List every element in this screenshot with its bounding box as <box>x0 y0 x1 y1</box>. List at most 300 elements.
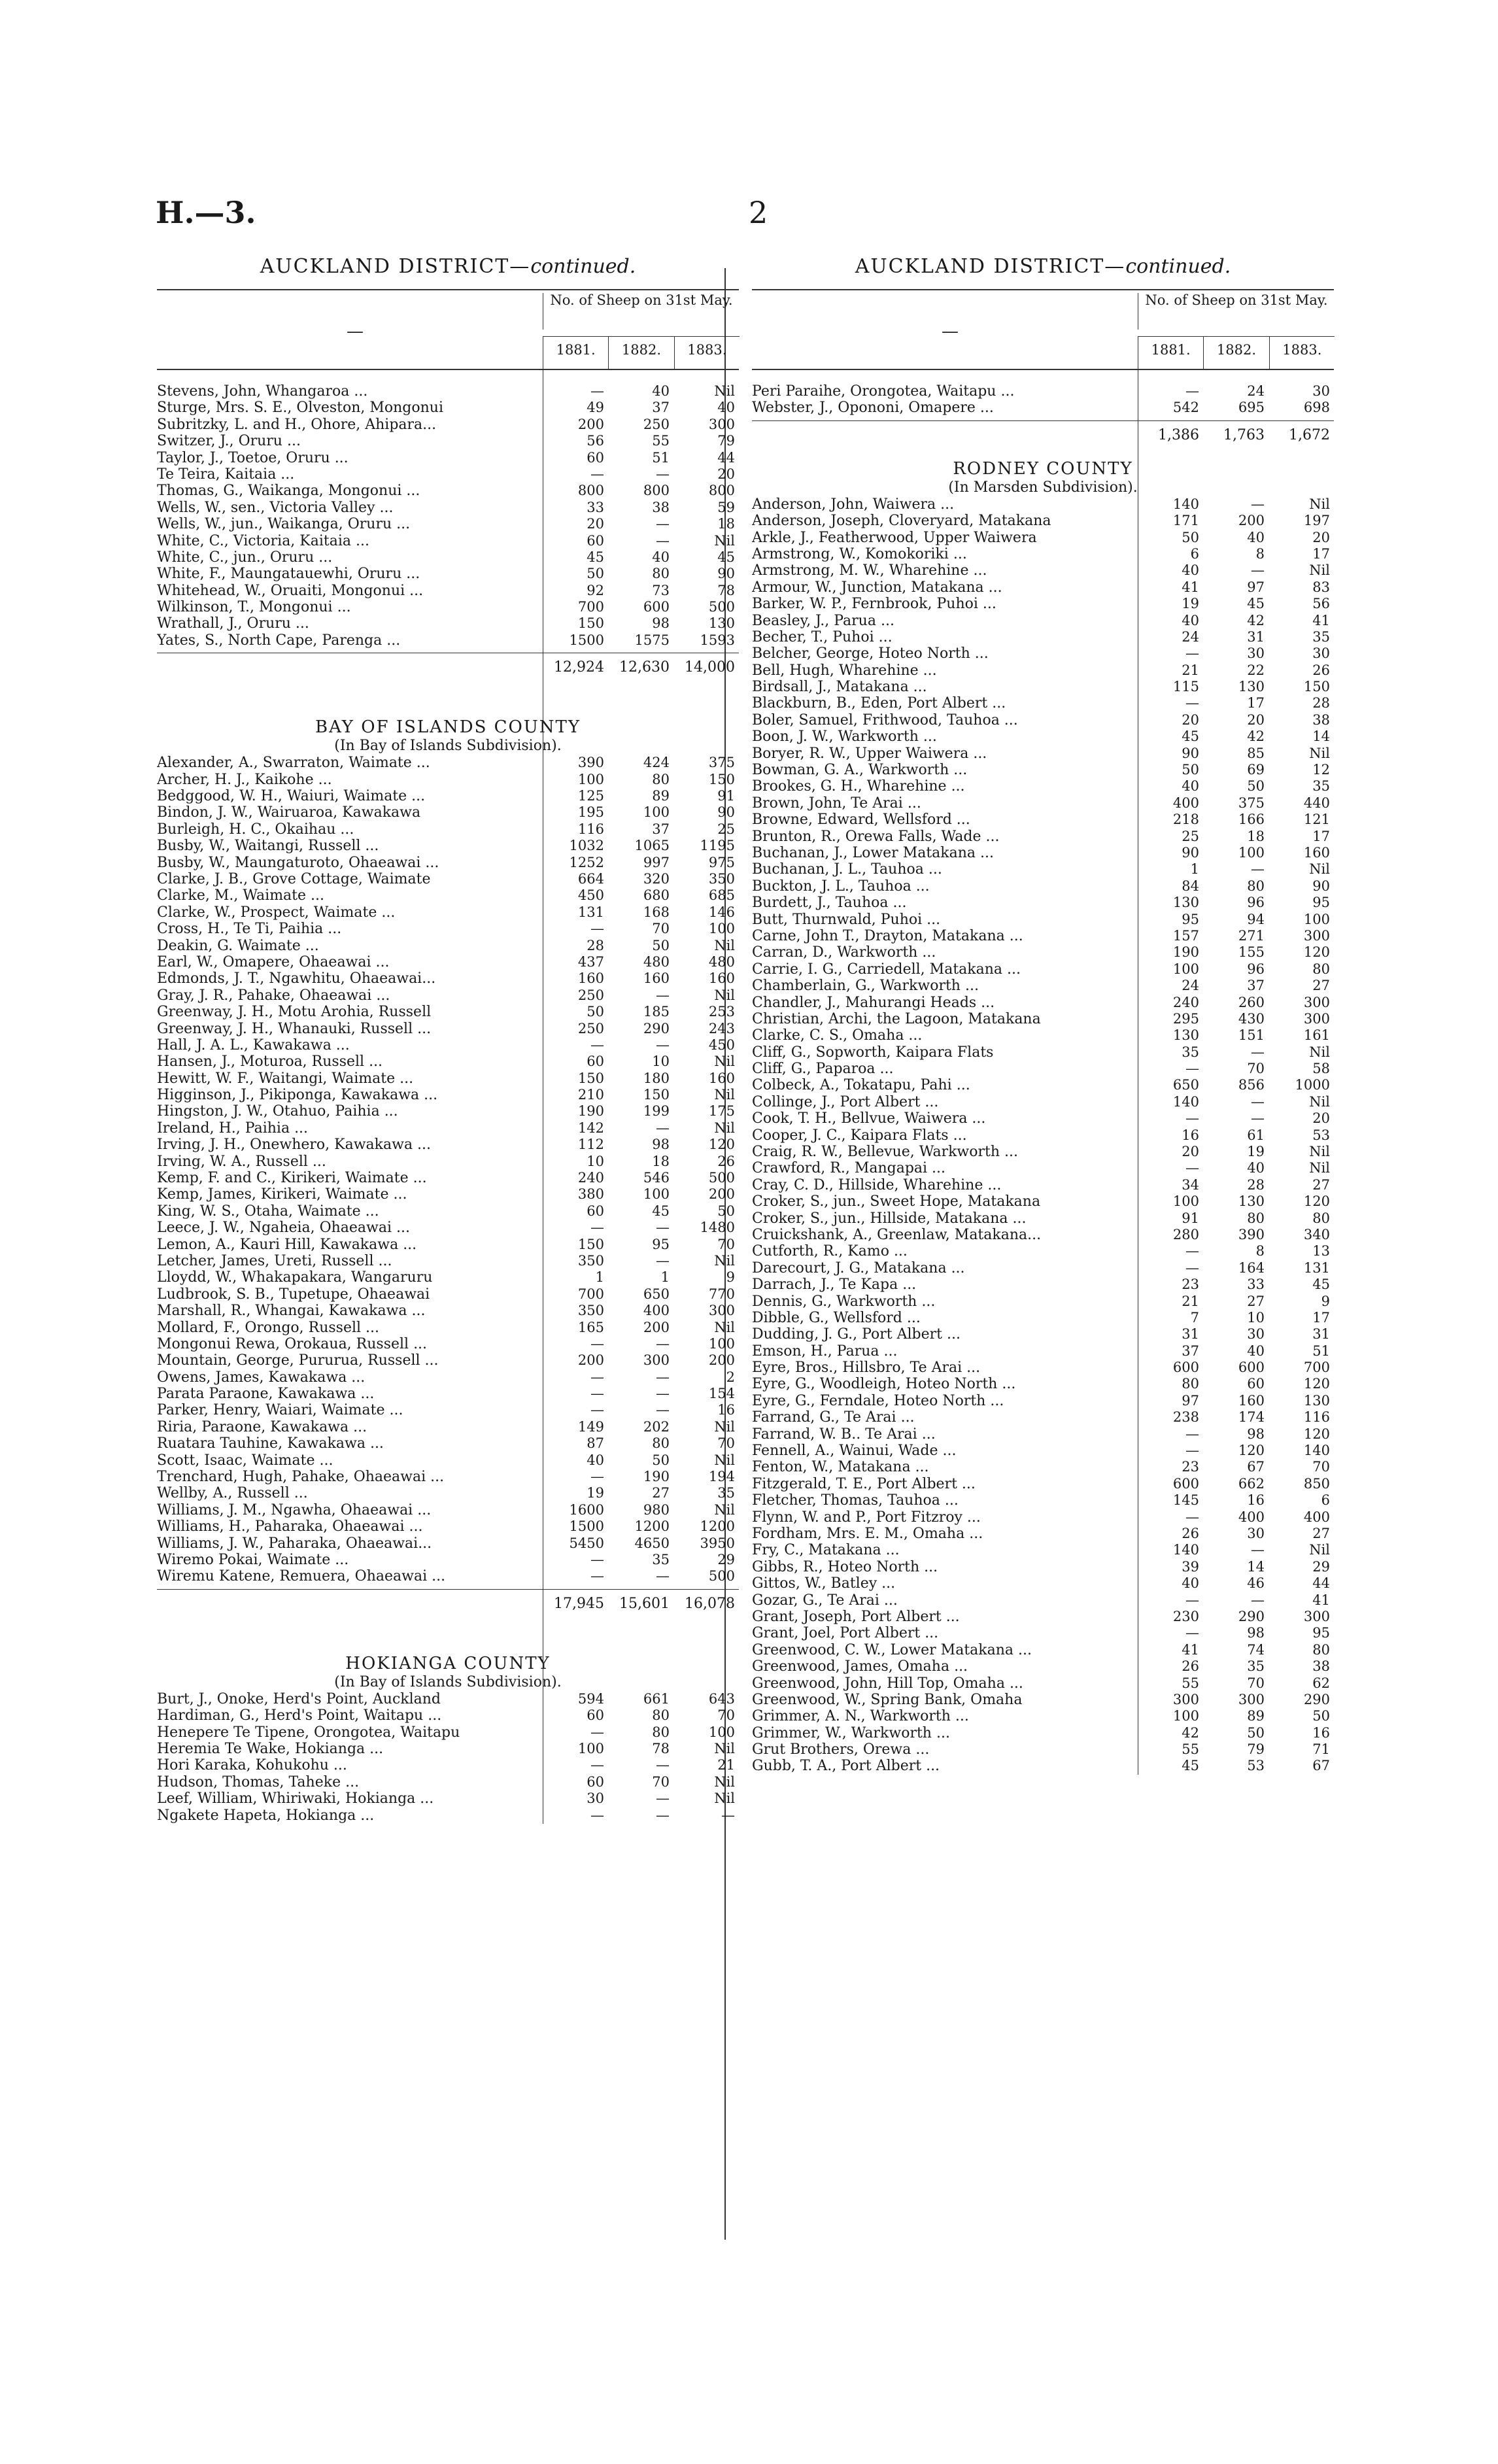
owner-cell: Mollard, F., Orongo, Russell ... <box>157 1319 380 1336</box>
table-row <box>752 1343 1334 1360</box>
sheep-count-1881: 30 <box>587 1790 604 1807</box>
table-row <box>157 1203 739 1220</box>
owner-cell: Cross, H., Te Ti, Paihia ... <box>157 921 342 938</box>
sheep-count-1881: 7 <box>1190 1309 1199 1326</box>
sheep-count-1882: 200 <box>1238 513 1265 529</box>
table-row <box>157 871 739 887</box>
owner-cell: Wiremu Katene, Remuera, Ohaeawai ... <box>157 1568 446 1585</box>
sheep-count-1883: 56 <box>1312 596 1330 612</box>
sheep-count-1883: 160 <box>708 970 735 987</box>
table-row <box>157 821 739 838</box>
sheep-count-1883: 130 <box>708 615 735 632</box>
total-row: 17,945 15,601 16,078 <box>157 1589 739 1618</box>
owner-cell: Earl, W., Omapere, Ohaeawai ... <box>157 953 390 970</box>
owner-cell: Brunton, R., Orewa Falls, Wade ... <box>752 828 1000 845</box>
section-rows <box>157 1691 739 1824</box>
table-row <box>752 695 1334 711</box>
sheep-count-1881: 97 <box>1182 1392 1199 1409</box>
owner-cell: Gittos, W., Batley ... <box>752 1575 896 1592</box>
sheep-count-1881: 60 <box>587 1053 604 1070</box>
column-title: AUCKLAND DISTRICT—continued. <box>855 255 1231 278</box>
sheep-count-1881: 60 <box>587 449 604 466</box>
table-row <box>752 1376 1334 1392</box>
table-row <box>752 1708 1334 1724</box>
sheep-count-1881: 200 <box>577 416 604 432</box>
owner-cell: Ruatara Tauhine, Kawakawa ... <box>157 1435 384 1452</box>
owner-cell: Christian, Archi, the Lagoon, Matakana <box>752 1010 1041 1027</box>
owner-cell: Carne, John T., Drayton, Matakana ... <box>752 927 1023 944</box>
section-rows <box>157 755 739 1585</box>
sheep-count-1881: 1032 <box>569 838 604 854</box>
table-row <box>752 762 1334 778</box>
sheep-count-1881: 112 <box>577 1137 604 1153</box>
table-row <box>752 795 1334 812</box>
sheep-count-1883: 41 <box>1312 1592 1330 1608</box>
owner-cell: Fry, C., Matakana ... <box>752 1542 900 1559</box>
sheep-count-1882: 37 <box>1247 978 1265 994</box>
sheep-count-1883: 95 <box>1312 895 1330 911</box>
sheep-count-1881: — <box>1185 1110 1199 1127</box>
section-subtitle: (In Bay of Islands Subdivision). <box>334 1673 562 1690</box>
sheep-count-1883: 45 <box>717 549 735 565</box>
sheep-count-1883: 16 <box>717 1402 735 1418</box>
table-row <box>157 1237 739 1253</box>
sheep-count-1883: 18 <box>717 516 735 532</box>
sheep-count-1881: 31 <box>1182 1326 1199 1343</box>
sheep-count-1881: 40 <box>1182 612 1199 628</box>
sheep-count-1881: 140 <box>1172 1093 1199 1110</box>
sheep-count-1882: 168 <box>643 904 670 920</box>
owner-cell: Greenwood, W., Spring Bank, Omaha <box>752 1691 1023 1708</box>
owner-cell: Eyre, G., Woodleigh, Hoteo North ... <box>752 1376 1016 1393</box>
owner-cell: Scott, Isaac, Waimate ... <box>157 1452 333 1469</box>
table-row <box>752 1160 1334 1176</box>
sheep-count-1882: 174 <box>1238 1409 1265 1426</box>
table-row <box>752 928 1334 944</box>
owner-cell: Kemp, F. and C., Kirikeri, Waimate ... <box>157 1170 427 1187</box>
table-row <box>752 579 1334 596</box>
table-row <box>752 1077 1334 1093</box>
sheep-count-1882: 94 <box>1247 911 1265 927</box>
sheep-count-1883: 59 <box>717 499 735 515</box>
table-row <box>157 904 739 921</box>
sheep-count-1881: 160 <box>577 970 604 987</box>
sheep-count-1883: 40 <box>717 400 735 416</box>
sheep-count-1882: 89 <box>1247 1708 1265 1724</box>
sheep-count-1882: 22 <box>1247 662 1265 678</box>
sheep-count-1882: 42 <box>1247 728 1265 745</box>
table-row <box>752 829 1334 845</box>
owner-cell: Browne, Edward, Wellsford ... <box>752 812 970 829</box>
sheep-count-1882: 80 <box>652 771 670 787</box>
sheep-count-1881: — <box>1185 645 1199 662</box>
owner-cell: Gozar, G., Te Arai ... <box>752 1592 898 1609</box>
table-row <box>752 1144 1334 1160</box>
sheep-count-1883: 41 <box>1312 612 1330 628</box>
owner-cell: White, C., jun., Oruru ... <box>157 549 333 566</box>
sheep-count-1883: 290 <box>1303 1691 1330 1707</box>
sheep-count-1883: 14 <box>1312 728 1330 745</box>
table-row <box>157 1303 739 1319</box>
sheep-count-1881: 24 <box>1182 628 1199 645</box>
sheep-count-1882: 662 <box>1238 1475 1265 1492</box>
sheep-count-1882: 130 <box>1238 679 1265 695</box>
table-row <box>157 599 739 615</box>
table-row <box>157 788 739 804</box>
sheep-count-1883: 121 <box>1303 812 1330 828</box>
table-row <box>752 546 1334 562</box>
table-row <box>752 895 1334 911</box>
owner-cell: Birdsall, J., Matakana ... <box>752 679 927 696</box>
table-body <box>157 370 739 1824</box>
table-row <box>752 1692 1334 1708</box>
sheep-count-1881: 80 <box>1182 1376 1199 1392</box>
sheep-count-1881: — <box>590 1568 604 1584</box>
table-row <box>157 1707 739 1724</box>
owner-cell: Williams, J. M., Ngawha, Ohaeawai ... <box>157 1501 432 1518</box>
owner-cell: Greenway, J. H., Motu Arohia, Russell <box>157 1004 432 1021</box>
sheep-count-1881: — <box>590 1469 604 1485</box>
sheep-count-1882: 400 <box>643 1303 670 1319</box>
sheep-count-1883: Nil <box>714 1452 735 1468</box>
sheep-count-1883: 685 <box>708 887 735 904</box>
total-row: 12,924 12,630 14,000 <box>157 653 739 682</box>
sheep-count-1881: 115 <box>1172 679 1199 695</box>
sheep-count-1883: 80 <box>1312 1210 1330 1226</box>
sheep-count-1881: 1500 <box>569 632 604 648</box>
sheep-count-1881: 40 <box>1182 562 1199 579</box>
sheep-count-1883: Nil <box>714 1773 735 1790</box>
sheep-count-1881: 238 <box>1172 1409 1199 1426</box>
table-row <box>157 1286 739 1303</box>
sheep-count-1882: 50 <box>1247 778 1265 795</box>
sheep-count-1881: 84 <box>1182 878 1199 894</box>
table-row <box>752 845 1334 861</box>
sheep-count-1881: 91 <box>1182 1210 1199 1226</box>
sheep-count-1882: — <box>1251 1592 1265 1608</box>
owner-cell: Buchanan, J., Lower Matakana ... <box>752 844 994 861</box>
year-headers <box>1138 336 1335 369</box>
owner-cell: Cooper, J. C., Kaipara Flats ... <box>752 1127 967 1144</box>
table-row <box>752 1758 1334 1774</box>
owner-cell: Clarke, M., Waimate ... <box>157 887 325 904</box>
sheep-count-1882: — <box>656 1757 670 1773</box>
table-header <box>157 289 739 370</box>
sheep-count-1882: 69 <box>1247 762 1265 778</box>
table-row <box>752 995 1334 1011</box>
sheep-count-1882: 73 <box>652 582 670 598</box>
sheep-count-1881: 140 <box>1172 1542 1199 1558</box>
sheep-count-1883: 17 <box>1312 828 1330 844</box>
owner-cell: Boryer, R. W., Upper Waiwera ... <box>752 745 987 762</box>
table-row <box>157 1186 739 1203</box>
owner-cell: Mongonui Rewa, Orokaua, Russell ... <box>157 1335 428 1352</box>
owner-cell: Peri Paraihe, Orongotea, Waitapu ... <box>752 383 1015 400</box>
sheep-count-1881: 20 <box>1182 711 1199 728</box>
owner-cell: Lemon, A., Kauri Hill, Kawakawa ... <box>157 1236 417 1253</box>
sheep-count-1882: 38 <box>652 499 670 515</box>
sheep-count-1883: Nil <box>1309 1093 1330 1110</box>
table-row <box>752 961 1334 978</box>
sheep-count-1881: 87 <box>587 1435 604 1452</box>
sheep-count-1883: 95 <box>1312 1625 1330 1641</box>
table-row <box>157 1087 739 1103</box>
sheep-count-1882: 300 <box>1238 1691 1265 1707</box>
sheep-count-1882: 40 <box>1247 1343 1265 1359</box>
owner-cell: Cray, C. D., Hillside, Wharehine ... <box>752 1176 1002 1193</box>
sheep-count-1881: 125 <box>577 788 604 804</box>
sheep-count-1883: 100 <box>708 1335 735 1352</box>
table-row <box>157 516 739 532</box>
owner-cell: Wells, W., sen., Victoria Valley ... <box>157 499 394 516</box>
table-body <box>752 370 1334 1775</box>
sheep-count-1883: 70 <box>1312 1459 1330 1475</box>
sheep-count-1881: — <box>1185 383 1199 399</box>
owner-cell: Sturge, Mrs. S. E., Olveston, Mongonui <box>157 400 444 417</box>
sheep-count-1881: 300 <box>1172 1691 1199 1707</box>
sheep-count-1882: 50 <box>652 937 670 953</box>
sheep-count-1883: 1593 <box>700 632 735 648</box>
table-row <box>752 645 1334 662</box>
sheep-count-1881: 700 <box>577 1286 604 1302</box>
sheep-count-1881: 130 <box>1172 895 1199 911</box>
owner-cell: Beasley, J., Parua ... <box>752 612 894 629</box>
owner-cell: Craig, R. W., Bellevue, Warkworth ... <box>752 1144 1018 1161</box>
sheep-count-1883: Nil <box>714 532 735 549</box>
sheep-count-1881: 600 <box>1172 1360 1199 1376</box>
owner-cell: Williams, J. W., Paharaka, Ohaeawai... <box>157 1535 432 1552</box>
sheep-count-1881: 131 <box>577 904 604 920</box>
sheep-count-1883: 17 <box>1312 1309 1330 1326</box>
owner-cell: Armour, W., Junction, Matakana ... <box>752 579 1002 596</box>
table-row <box>752 1526 1334 1542</box>
sheep-count-1881: 100 <box>577 771 604 787</box>
sheep-count-1881: 35 <box>1182 1044 1199 1060</box>
sheep-count-1882: 80 <box>652 1724 670 1740</box>
sheep-count-1881: 200 <box>577 1352 604 1369</box>
sheep-header: No. of Sheep on 31st May. <box>543 293 740 330</box>
sheep-count-1882: 30 <box>1247 645 1265 662</box>
owner-cell: Leef, William, Whiriwaki, Hokianga ... <box>157 1790 434 1807</box>
sheep-count-1881: 400 <box>1172 795 1199 811</box>
sheep-count-1881: 145 <box>1172 1492 1199 1509</box>
owner-cell: White, C., Victoria, Kaitaia ... <box>157 532 369 549</box>
sheep-count-1883: 31 <box>1312 1326 1330 1343</box>
sheep-count-1882: 89 <box>652 788 670 804</box>
sheep-count-1883: 35 <box>1312 628 1330 645</box>
table-row <box>752 1011 1334 1027</box>
sheep-count-1882: 980 <box>643 1501 670 1518</box>
owner-cell: Irving, J. H., Onewhero, Kawakawa ... <box>157 1137 432 1154</box>
sheep-count-1882: 35 <box>1247 1658 1265 1675</box>
sheep-count-1881: 23 <box>1182 1276 1199 1293</box>
owner-cell: Owens, James, Kawakawa ... <box>157 1369 366 1386</box>
table-row <box>752 1542 1334 1558</box>
sheep-count-1881: 50 <box>1182 529 1199 545</box>
sheep-count-1883: 35 <box>717 1485 735 1501</box>
owner-cell: Wellby, A., Russell ... <box>157 1485 308 1502</box>
owner-cell: Hardiman, G., Herd's Point, Waitapu ... <box>157 1707 442 1724</box>
sheep-count-1883: 26 <box>1312 662 1330 678</box>
table-row <box>157 970 739 987</box>
owner-cell: Burdett, J., Tauhoa ... <box>752 895 907 912</box>
sheep-count-1881: 26 <box>1182 1658 1199 1675</box>
total-row: 1,386 1,763 1,672 <box>752 420 1334 450</box>
sheep-count-1881: 150 <box>577 615 604 632</box>
sheep-count-1882: 120 <box>1238 1443 1265 1459</box>
sheep-count-1883: 30 <box>1312 645 1330 662</box>
sheep-count-1883: 44 <box>717 449 735 466</box>
sheep-count-1883: 9 <box>1321 1293 1330 1309</box>
sheep-count-1881: 130 <box>1172 1027 1199 1044</box>
sheep-count-1882: 27 <box>1247 1293 1265 1309</box>
owner-cell: Dudding, J. G., Port Albert ... <box>752 1326 961 1343</box>
owner-cell: Bedggood, W. H., Waiuri, Waimate ... <box>157 788 426 805</box>
sheep-count-1883: Nil <box>714 383 735 399</box>
owner-cell: Irving, W. A., Russell ... <box>157 1153 326 1170</box>
sheep-count-1882: 98 <box>1247 1625 1265 1641</box>
owner-cell: Collinge, J., Port Albert ... <box>752 1093 939 1110</box>
sheep-count-1882: 51 <box>652 449 670 466</box>
owner-cell: Hall, J. A. L., Kawakawa ... <box>157 1036 350 1053</box>
sheep-count-1881: 171 <box>1172 513 1199 529</box>
table-row <box>157 1435 739 1452</box>
sheep-count-1882: 290 <box>1238 1608 1265 1624</box>
sheep-count-1882: 18 <box>652 1153 670 1169</box>
sheep-count-1883: 58 <box>1312 1061 1330 1077</box>
table-row <box>157 1336 739 1352</box>
sheep-count-1882: 10 <box>652 1053 670 1070</box>
sheep-count-1881: 39 <box>1182 1558 1199 1575</box>
sheep-count-1882: 4650 <box>634 1535 670 1551</box>
owner-cell: Thomas, G., Waikanga, Mongonui ... <box>157 483 420 500</box>
table-row <box>157 921 739 937</box>
sheep-count-1882: 42 <box>1247 612 1265 628</box>
sheep-count-1883: Nil <box>714 1418 735 1435</box>
owner-cell: Subritzky, L. and H., Ohore, Ahipara... <box>157 416 437 433</box>
sheep-count-1881: 390 <box>577 755 604 771</box>
sheep-count-1881: 150 <box>577 1236 604 1252</box>
owner-cell: Ludbrook, S. B., Tupetupe, Ohaeawai <box>157 1286 430 1303</box>
sheep-count-1882: 31 <box>1247 628 1265 645</box>
sheep-count-1882: 70 <box>652 921 670 937</box>
sheep-count-1881: 250 <box>577 1020 604 1036</box>
owner-cell: Switzer, J., Oruru ... <box>157 433 301 450</box>
sheep-count-1883: 20 <box>1312 529 1330 545</box>
sheep-count-1881: 34 <box>1182 1176 1199 1193</box>
table-row <box>157 772 739 788</box>
sheep-count-1883: 12 <box>1312 762 1330 778</box>
sheep-count-1882: 45 <box>1247 596 1265 612</box>
owner-cell: Alexander, A., Swarraton, Waimate ... <box>157 755 430 772</box>
sheep-count-1883: 70 <box>717 1707 735 1724</box>
owner-cell: Hudson, Thomas, Taheke ... <box>157 1773 360 1790</box>
sheep-count-1882: 1200 <box>634 1518 670 1535</box>
owner-cell: Barker, W. P., Fernbrook, Puhoi ... <box>752 596 996 613</box>
sheep-count-1883: 90 <box>1312 878 1330 894</box>
sheep-count-1882: 40 <box>652 549 670 565</box>
sheep-count-1882: 250 <box>643 416 670 432</box>
table-row <box>157 383 739 400</box>
sheep-count-1882: — <box>656 1252 670 1269</box>
owner-cell: Boon, J. W., Warkworth ... <box>752 728 937 745</box>
sheep-count-1881: 100 <box>1172 1193 1199 1210</box>
table-row <box>157 417 739 433</box>
table-row <box>752 1061 1334 1077</box>
sheep-count-1882: 45 <box>652 1203 670 1219</box>
sheep-count-1883: 500 <box>708 1568 735 1584</box>
table-row <box>752 1110 1334 1127</box>
sheep-count-1883: 44 <box>1312 1575 1330 1592</box>
sheep-count-1881: 600 <box>1172 1475 1199 1492</box>
sheep-count-1882: 98 <box>652 1137 670 1153</box>
owner-cell: Busby, W., Waitangi, Russell ... <box>157 838 379 855</box>
sheep-count-1883: 197 <box>1303 513 1330 529</box>
sheep-count-1883: 29 <box>717 1552 735 1567</box>
sheep-count-1882: — <box>1251 861 1265 878</box>
sheep-count-1882: 166 <box>1238 812 1265 828</box>
sheep-count-1882: 185 <box>643 1004 670 1020</box>
sheep-count-1883: 850 <box>1303 1475 1330 1492</box>
sheep-count-1881: 20 <box>1182 1144 1199 1160</box>
owner-cell: Grut Brothers, Orewa ... <box>752 1741 930 1758</box>
sheep-count-1883: Nil <box>714 1120 735 1136</box>
sheep-count-1882: 98 <box>652 615 670 632</box>
sheep-count-1881: 16 <box>1182 1127 1199 1143</box>
sheep-count-1881: — <box>590 466 604 482</box>
owner-cell: Hewitt, W. F., Waitangi, Waimate ... <box>157 1070 414 1087</box>
sheep-count-1881: 142 <box>577 1120 604 1136</box>
sheep-count-1881: 1252 <box>569 854 604 870</box>
owner-cell: Blackburn, B., Eden, Port Albert ... <box>752 695 1006 712</box>
sheep-count-1881: — <box>590 383 604 399</box>
table-row <box>752 1725 1334 1741</box>
owner-cell: Buckton, J. L., Tauhoa ... <box>752 878 930 895</box>
sheep-count-1882: — <box>1251 1110 1265 1127</box>
sheep-count-1882: 97 <box>1247 579 1265 595</box>
sheep-count-1882: — <box>656 1036 670 1053</box>
owner-cell: Te Teira, Kaitaia ... <box>157 466 295 483</box>
sheep-count-1883: Nil <box>1309 745 1330 761</box>
owner-cell: White, F., Maungatauewhi, Oruru ... <box>157 566 420 583</box>
sheep-count-1883: 146 <box>708 904 735 920</box>
table-row <box>752 1393 1334 1409</box>
sheep-count-1883: Nil <box>714 1252 735 1269</box>
sheep-count-1881: 19 <box>1182 596 1199 612</box>
sheep-count-1883: 400 <box>1303 1509 1330 1525</box>
owner-cell: Higginson, J., Pikiponga, Kawakawa ... <box>157 1087 438 1104</box>
sheep-count-1882: 375 <box>1238 795 1265 811</box>
section-rows <box>157 383 739 649</box>
sheep-count-1882: 1575 <box>634 632 670 648</box>
sheep-count-1881: — <box>590 1724 604 1740</box>
sheep-count-1881: 140 <box>1172 496 1199 512</box>
sheep-count-1882: 164 <box>1238 1259 1265 1276</box>
sheep-count-1882: 202 <box>643 1418 670 1435</box>
sheep-count-1881: 55 <box>1182 1675 1199 1691</box>
sheep-count-1883: 27 <box>1312 978 1330 994</box>
table-row <box>157 533 739 549</box>
sheep-count-1883: 20 <box>1312 1110 1330 1127</box>
table-row <box>157 1369 739 1386</box>
owner-cell: Parker, Henry, Waiari, Waimate ... <box>157 1402 403 1419</box>
sheep-count-1881: 24 <box>1182 978 1199 994</box>
sheep-count-1883: 100 <box>708 1724 735 1740</box>
year-1883: 1883. <box>1282 342 1322 358</box>
sheep-header: No. of Sheep on 31st May. <box>1138 293 1335 330</box>
sheep-count-1881: 95 <box>1182 911 1199 927</box>
sheep-count-1883: 67 <box>1312 1758 1330 1774</box>
